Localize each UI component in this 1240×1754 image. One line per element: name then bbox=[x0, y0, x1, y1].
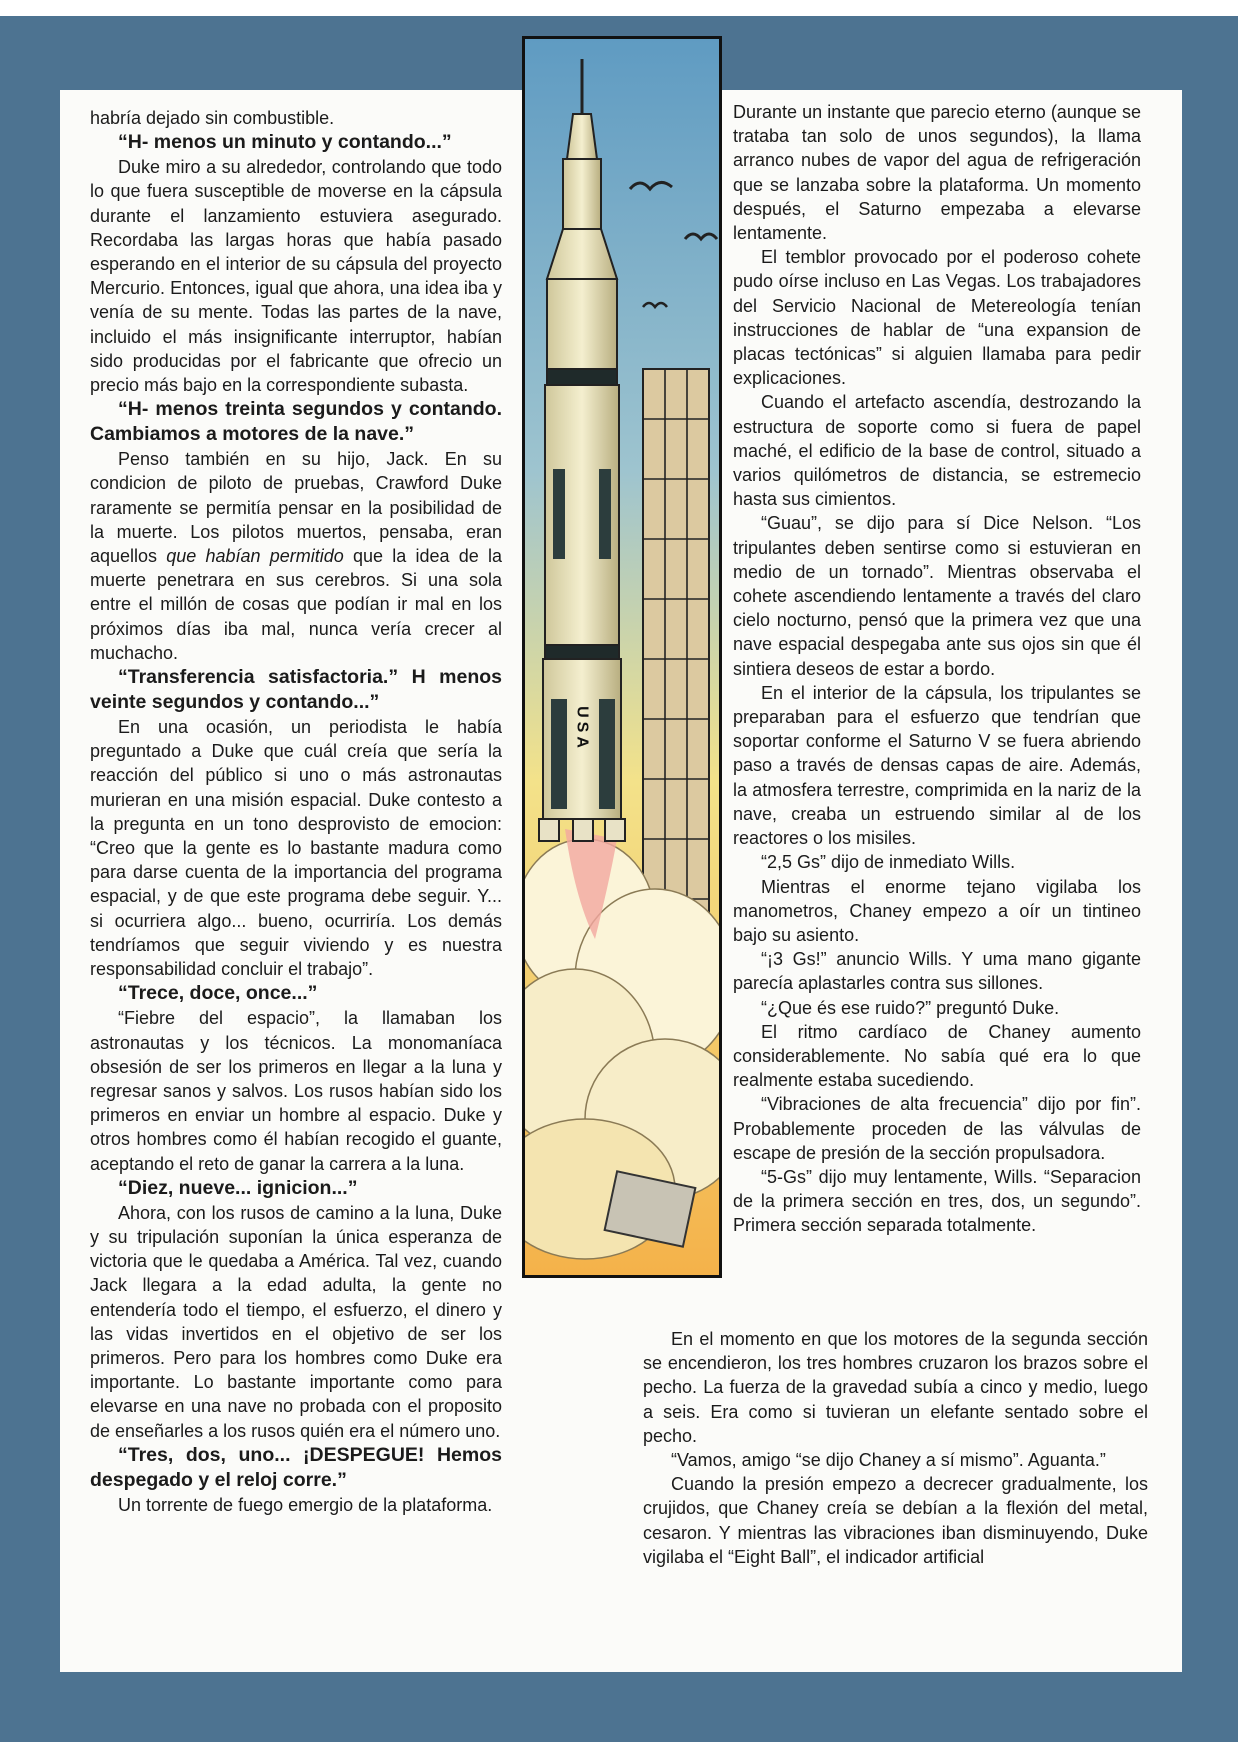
rocket-illustration bbox=[522, 36, 722, 1278]
paragraph: “5-Gs” dijo muy lentamente, Wills. “Separacion de la primera sección en tres, dos, un segundo”. Primera sección separada totalmente. bbox=[733, 1166, 1141, 1236]
paragraph: En el momento en que los motores de la segunda sección se encendieron, los tres hombres cruzaron los brazos sobre el pecho. La fuerza de la gravedad subía a cinco y medio, luego a seis. Era como si tuvieran un elefante sentado sobre el pecho. bbox=[643, 1329, 1148, 1446]
paragraph: habría dejado sin combustible. bbox=[90, 108, 335, 128]
countdown-heading: “Diez, nueve... ignicion...” bbox=[118, 1176, 358, 1199]
countdown-heading: “H- menos un minuto y contando...” bbox=[118, 131, 452, 154]
paragraph: El ritmo cardíaco de Chaney aumento considerablemente. No sabía qué era lo que realmente estaba sucediendo. bbox=[733, 1021, 1141, 1091]
paragraph: En el interior de la cápsula, los tripulantes se preparaban para el esfuerzo que tendrían que soportar conforme el Saturno V se fuera abriendo paso a través de densas capas de aire. Además, la atmosfera terrestre, comprimida en la nariz de la nave, creaba un estruendo similar al de los reactores o los misiles. bbox=[733, 682, 1141, 849]
emphasis-text: que habían permitido bbox=[166, 546, 344, 567]
paragraph bbox=[90, 447, 502, 665]
paragraph: “Vibraciones de alta frecuencia” dijo por fin”. Probablemente proceden de las válvulas de escape de presión de la sección propulsadora. bbox=[733, 1094, 1141, 1163]
countdown-heading: “Trece, doce, once...” bbox=[118, 982, 318, 1005]
paragraph: “Guau”, se dijo para sí Dice Nelson. “Los tripulantes deben sentirse como si estuvieran en medio de un tornado”. Mientras observaba el cohete ascendiendo lentamente a través del claro cielo nocturno, pensó que la primera vez que una nave espacial despegaba ante sus ojos sin que él sintiera deseos de estar a bordo. bbox=[733, 513, 1141, 679]
paragraph: “¡3 Gs!” anuncio Wills. Y uma mano gigante parecía aplastarles contra sus sillones. bbox=[733, 949, 1141, 994]
paragraph: Mientras el enorme tejano vigilaba los manometros, Chaney empezo a oír un tintineo bajo su asiento. bbox=[733, 876, 1141, 945]
paragraph: En una ocasión, un periodista le había preguntado a Duke que cuál creía que sería la reacción del público si uno o más astronautas murieran en una misión espacial. Duke contesto a la pregunta en un tono desprovisto de emocion: “Creo que la gente es lo bastante madura como para darse cuenta de la importancia del programa espacial, y de que este programa debe seguir. Y... si ocurriera algo... bueno, ocurriría. Los demás tendríamos que seguir viviendo y es nuestra responsabilidad concluir el trabajo”. bbox=[90, 717, 502, 980]
paragraph: Un torrente de fuego emergio de la plataforma. bbox=[118, 1494, 493, 1515]
rocket-label: USA bbox=[573, 706, 591, 752]
paragraph: “Fiebre del espacio”, la llamaban los astronautas y los técnicos. La monomaníaca obsesión de ser los primeros en llegar a la luna y regresar sanos y salvos. Los rusos habían sido los primeros en enviar un hombre al espacio. Duke y otros hombres como él habían recogido el guante, aceptando el reto de ganar la carrera a la luna. bbox=[90, 1008, 502, 1174]
left-text-column bbox=[90, 106, 502, 1517]
paragraph: Duke miro a su alrededor, controlando que todo lo que fuera susceptible de moverse en la cápsula durante el lanzamiento estuviera asegurado. Recordaba las largas horas que había pasado esperando en el interior de su cápsula del proyecto Mercurio. Entonces, igual que ahora, una idea iba y venía de su mente. Todas las partes de la nave, incluido el más insignificante interruptor, habían sido producidas por el fabricante que ofrecio un precio más bajo en la correspondiente subasta. bbox=[90, 157, 502, 396]
countdown-heading: “Tres, dos, uno... ¡DESPEGUE! Hemos despegado y el reloj corre.” bbox=[90, 1443, 502, 1491]
paragraph: El temblor provocado por el poderoso cohete pudo oírse incluso en Las Vegas. Los trabajadores del Servicio Nacional de Metereología tenían instrucciones de hablar de “una expansion de placas tectónicas” si alguien llamaba para pedir explicaciones. bbox=[733, 247, 1141, 389]
paragraph-text: que la idea de la muerte penetrara en sus cerebros. Si una sola entre el millón de cosas que podían ir mal en los próximos días iba mal, nunca vería crecer al muchacho. bbox=[90, 546, 502, 663]
paragraph: Cuando la presión empezo a decrecer gradualmente, los crujidos, que Chaney creía se debían a la flexión del metal, cesaron. Y mientras las vibraciones iban disminuyendo, Duke vigilaba el “Eight Ball”, el indicador artificial bbox=[643, 1474, 1148, 1567]
countdown-heading: “H- menos treinta segundos y contando. Cambiamos a motores de la nave.” bbox=[90, 398, 502, 446]
right-text-column bbox=[733, 100, 1141, 1238]
countdown-heading: “Transferencia satisfactoria.” H menos veinte segundos y contando...” bbox=[90, 666, 502, 714]
paragraph-text: Penso también en su hijo, Jack. En su condicion de piloto de pruebas, Crawford Duke raramente se permitía pensar en la posibilidad de la muerte. Los pilotos muertos, pensaba, eran aquellos bbox=[90, 449, 502, 567]
paragraph: “¿Que és ese ruido?” preguntó Duke. bbox=[761, 997, 1060, 1018]
paragraph: Durante un instante que parecio eterno (aunque se trataba tan solo de unos segundos), la llama arranco nubes de vapor del agua de refrigeración que se lanzaba sobre la plataforma. Un momento después, el Saturno empezaba a elevarse lentamente. bbox=[733, 102, 1141, 244]
paragraph: Cuando el artefacto ascendía, destrozando la estructura de soporte como si fuera de papel maché, el edificio de la base de control, situado a varios quilómetros de distancia, se estremecio hasta sus cimientos. bbox=[733, 392, 1141, 510]
paragraph: “2,5 Gs” dijo de inmediato Wills. bbox=[761, 852, 1016, 873]
bottom-text-column bbox=[643, 1327, 1148, 1569]
paragraph: “Vamos, amigo “se dijo Chaney a sí mismo”. Aguanta.” bbox=[671, 1450, 1106, 1471]
paragraph: Ahora, con los rusos de camino a la luna, Duke y su tripulación suponían la única esperanza de victoria que le quedaba a América. Tal vez, cuando Jack llegara a la edad adulta, la gente no entendería todo el tiempo, el esfuerzo, el dinero y las vidas invertidos en el objetivo de ser los primeros. Pero para los hombres como Duke era importante. Lo bastante importante como para elevarse en una nave no probada con el proposito de enseñarles a los rusos quién era el número uno. bbox=[90, 1202, 502, 1441]
